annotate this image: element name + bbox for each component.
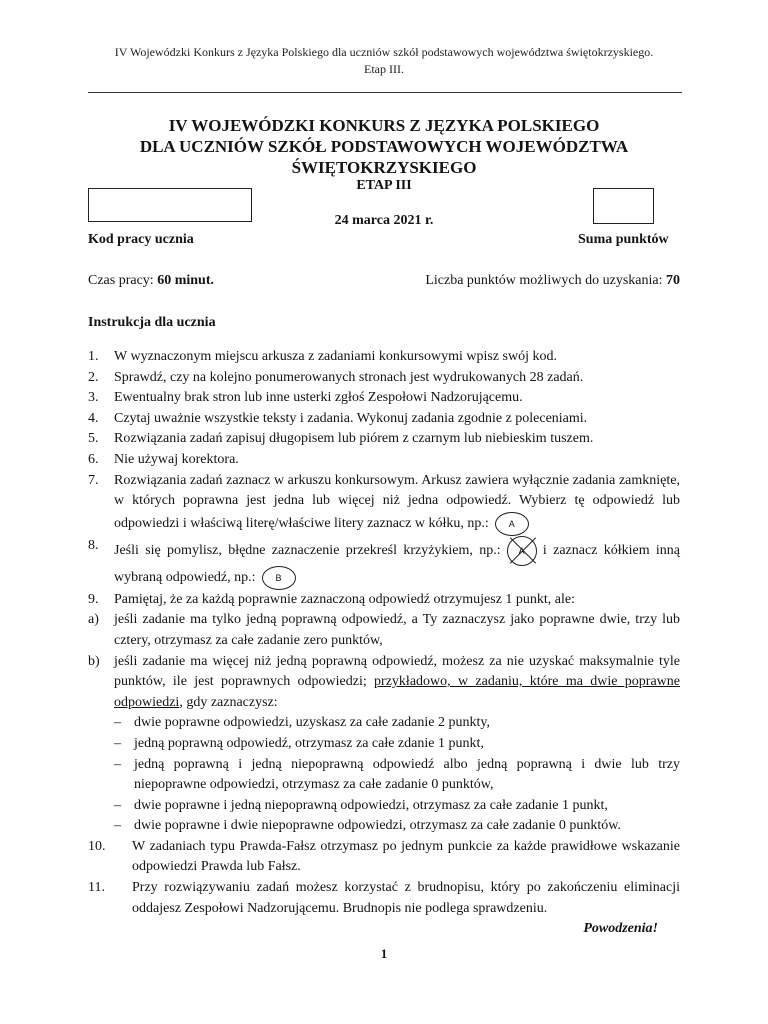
time-info xyxy=(88,273,214,289)
time-prefix: Czas pracy: xyxy=(88,273,158,288)
item-number: 1. xyxy=(88,349,99,364)
closing-wish: Powodzenia! xyxy=(583,921,658,937)
item-text-part: jeśli zadanie ma więcej niż jedną poprawną odpowiedź, możesz za nie uzyskać maksymalnie tyle punktów, ile jest poprawnych odpowiedzi; xyxy=(114,653,680,690)
item-number: 4. xyxy=(88,410,99,426)
item-text-part: i zaznacz kółkiem inną wybraną odpowiedź, np.: xyxy=(114,542,680,585)
item-number: 6. xyxy=(88,451,99,467)
list-item xyxy=(88,471,680,536)
page-number: 1 xyxy=(380,946,388,961)
title-line3: ŚWIĘTOKRZYSKIEGO xyxy=(291,158,477,177)
item-text xyxy=(114,471,680,536)
list-item xyxy=(88,878,680,919)
stage-label: ETAP III xyxy=(356,178,412,193)
list-item xyxy=(88,837,680,878)
item-number: 2. xyxy=(88,369,99,385)
item-text: Pamiętaj, że za każdą poprawnie zaznaczoną odpowiedź otrzymujesz 1 punkt, ale: xyxy=(114,591,576,607)
dash-text: dwie poprawne i dwie niepoprawne odpowiedzi, otrzymasz za całe zadanie 0 punktów. xyxy=(134,818,621,834)
item-text: Czytaj uważnie wszystkie teksty i zadania. Wykonuj zadania zgodnie z poleceniami. xyxy=(114,410,588,426)
item-number: 10. xyxy=(88,838,106,854)
item-text: Rozwiązania zadań zapisuj długopisem lub piórem z czarnym lub niebieskim tuszem. xyxy=(114,431,594,447)
dash-item xyxy=(88,816,680,837)
item-text: Sprawdź, czy na kolejno ponumerowanych stronach jest wydrukowanych 28 zadań. xyxy=(114,369,584,385)
running-header xyxy=(0,44,768,78)
item-letter: a) xyxy=(88,612,99,628)
dash-item xyxy=(88,713,680,734)
crossed-letter-example: A xyxy=(507,536,537,566)
list-item xyxy=(88,368,680,389)
dash-item xyxy=(88,796,680,817)
dash-bullet: – xyxy=(114,715,121,731)
list-item xyxy=(88,536,680,590)
max-points-prefix: Liczba punktów możliwych do uzyskania: xyxy=(425,273,666,288)
points-total-label: Suma punktów xyxy=(578,232,669,247)
item-text: Przy rozwiązywaniu zadań możesz korzystać z brudnopisu, który po zakończeniu eliminacji oddajesz Zespołowi Nadzorującemu. Brudnopis nie podlega sprawdzeniu. xyxy=(132,880,680,916)
item-number: 8. xyxy=(88,537,99,553)
item-letter: b) xyxy=(88,653,100,669)
max-points-info xyxy=(425,273,680,289)
points-total-box[interactable] xyxy=(593,188,654,224)
underlined-text: przykładowo, w zadaniu, które ma dwie poprawne odpowiedzi xyxy=(114,674,680,710)
instructions-list xyxy=(88,347,680,940)
dash-text: jedną poprawną odpowiedź, otrzymasz za całe zdanie 1 punkt, xyxy=(134,735,484,751)
dash-bullet: – xyxy=(114,756,121,772)
student-code-label: Kod pracy ucznia xyxy=(88,232,194,247)
item-number: 11. xyxy=(88,880,105,896)
list-item xyxy=(88,652,680,714)
dash-text: dwie poprawne odpowiedzi, uzyskasz za całe zadanie 2 punkty, xyxy=(134,715,490,731)
title-line1: IV WOJEWÓDZKI KONKURS Z JĘZYKA POLSKIEGO xyxy=(168,116,600,135)
list-item xyxy=(88,409,680,430)
dash-item xyxy=(88,734,680,755)
document-title xyxy=(0,115,768,178)
item-text: Nie używaj korektora. xyxy=(114,451,239,467)
exam-date: 24 marca 2021 r. xyxy=(334,213,434,228)
item-text: W zadaniach typu Prawda-Fałsz otrzymasz po jednym punkcie za każde prawidłowe wskazanie odpowiedzi Prawda lub Fałsz. xyxy=(132,838,680,875)
item-text-part: , gdy zaznaczysz: xyxy=(179,694,278,710)
item-number: 7. xyxy=(88,472,99,488)
dash-item xyxy=(88,755,680,796)
item-number: 3. xyxy=(88,390,99,406)
student-code-box[interactable] xyxy=(88,188,252,222)
item-number: 5. xyxy=(88,431,99,447)
dash-bullet: – xyxy=(114,735,121,751)
dash-bullet: – xyxy=(114,818,121,834)
item-number: 9. xyxy=(88,591,99,607)
list-item xyxy=(88,429,680,450)
item-text xyxy=(114,652,680,714)
item-text-part: Jeśli się pomylisz, błędne zaznaczenie przekreśl krzyżykiem, np.: xyxy=(114,542,501,558)
list-item xyxy=(88,347,680,368)
title-line2: DLA UCZNIÓW SZKÓŁ PODSTAWOWYCH WOJEWÓDZTWA xyxy=(139,137,629,156)
running-header-line1: IV Wojewódzki Konkurs z Języka Polskiego dla uczniów szkół podstawowych województwa świętokrzyskiego. xyxy=(114,45,654,59)
list-item xyxy=(88,590,680,611)
list-item xyxy=(88,388,680,409)
instructions-heading: Instrukcja dla ucznia xyxy=(88,315,216,330)
time-value: 60 minut. xyxy=(157,273,214,288)
item-text: W wyznaczonym miejscu arkusza z zadaniami konkursowymi wpisz swój kod. xyxy=(114,349,557,364)
dash-bullet: – xyxy=(114,797,121,813)
circled-letter-example-b: B xyxy=(262,566,296,590)
item-text xyxy=(114,536,680,590)
item-text: Ewentualny brak stron lub inne usterki zgłoś Zespołowi Nadzorującemu. xyxy=(114,390,523,406)
list-item xyxy=(88,450,680,471)
item-text-part: Rozwiązania zadań zaznacz w arkuszu konkursowym. Arkusz zawiera wyłącznie zadania zamknięte, w których poprawna jest jedna lub więcej niż jedna odpowiedź. Wybierz tę odpowiedź lub odpowiedzi i właściwą literę/właściwe litery zaznacz w kółku, np.: xyxy=(114,472,680,531)
running-header-line2: Etap III. xyxy=(364,62,404,76)
item-text: jeśli zadanie ma tylko jedną poprawną odpowiedź, a Ty zaznaczysz jako poprawne dwie, trzy lub cztery, otrzymasz za całe zadanie zero punktów, xyxy=(114,612,680,648)
list-item xyxy=(88,610,680,651)
dash-text: dwie poprawne i jedną niepoprawną odpowiedzi, otrzymasz za całe zadanie 1 punkt, xyxy=(134,797,608,813)
dash-text: jedną poprawną i jedną niepoprawną odpowiedź albo jedną poprawną i dwie lub trzy niepoprawne odpowiedzi, otrzymasz za całe zadanie 0 punktów, xyxy=(134,756,680,793)
max-points-value: 70 xyxy=(666,273,680,288)
circled-letter-example: A xyxy=(495,512,529,536)
header-rule xyxy=(88,92,682,93)
